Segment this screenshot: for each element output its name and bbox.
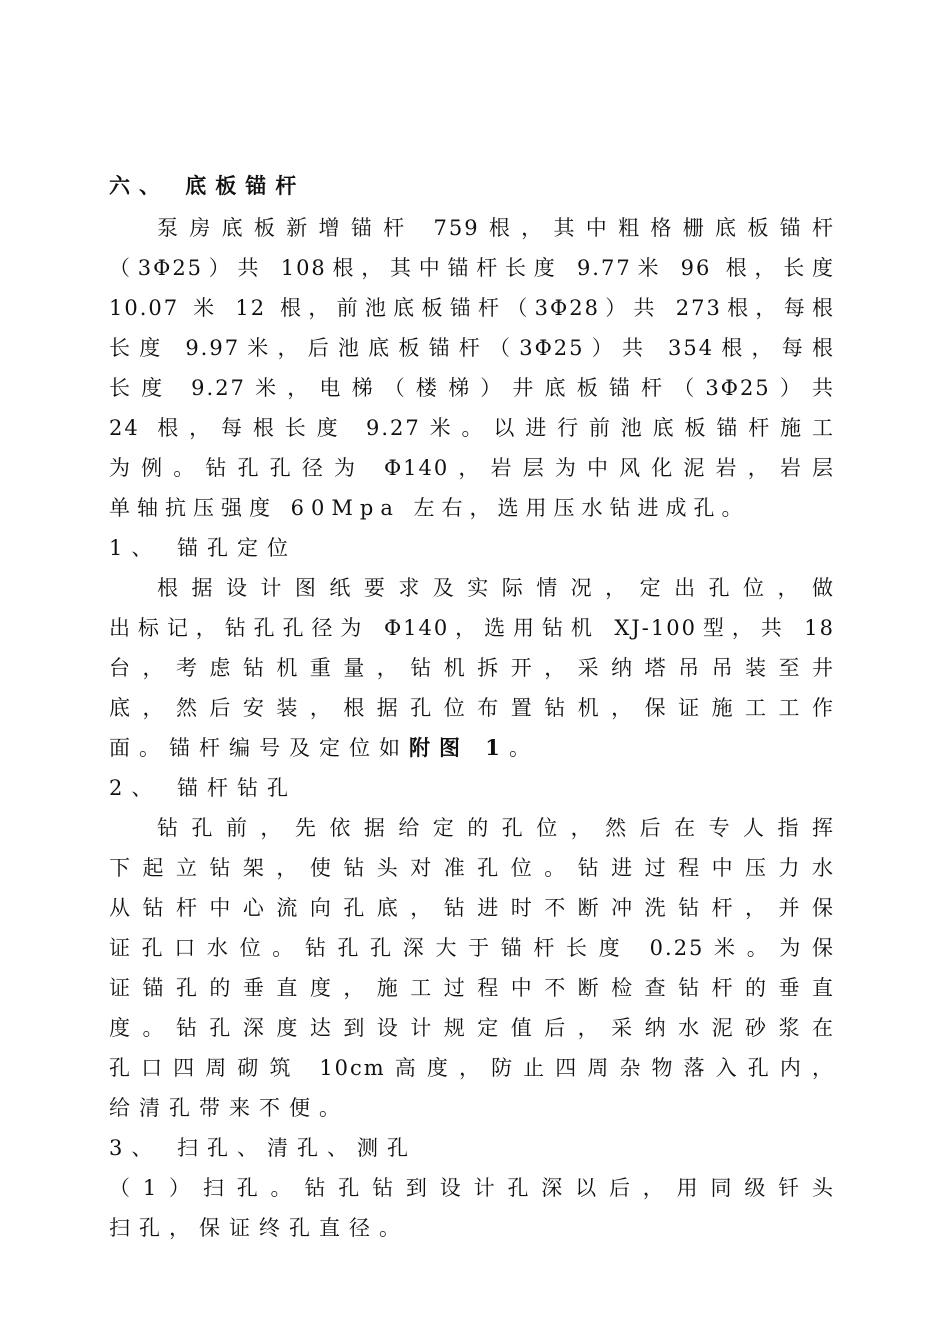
paragraph-line: 10.07 米 12 根，前池底板锚杆（3Φ28）共 273根，每根 — [109, 296, 835, 320]
paragraph-line: 度。钻孔深度达到设计规定值后，采纳水泥砂浆在 — [109, 1016, 835, 1040]
paragraph-line — [109, 728, 835, 768]
paragraph-line: 下起立钻架，使钻头对准孔位。钻进过程中压力水 — [109, 856, 835, 880]
paragraph-line: 钻孔前，先依据给定的孔位，然后在专人指挥 — [157, 816, 835, 840]
paragraph-line: 24 根，每根长度 9.27米。以进行前池底板锚杆施工 — [109, 416, 835, 440]
section-title: 六、 底板锚杆 — [109, 173, 306, 198]
figure-reference: 附图 1 — [409, 735, 509, 760]
text-span: 面。锚杆编号及定位如 — [109, 736, 409, 760]
paragraph-line: 根据设计图纸要求及实际情况，定出孔位，做 — [157, 576, 835, 600]
paragraph-line: 长度 9.27米，电梯（楼梯）井底板锚杆（3Φ25）共 — [109, 376, 835, 400]
paragraph-line: 扫孔，保证终孔直径。 — [109, 1216, 409, 1240]
paragraph-line: 孔口四周砌筑 10cm高度，防止四周杂物落入孔内， — [109, 1056, 835, 1080]
text-span: 。 — [508, 736, 539, 760]
subsection-heading: 1、 锚孔定位 — [109, 536, 298, 560]
paragraph-line: （3Φ25）共 108根，其中锚杆长度 9.77米 96 根，长度 — [109, 256, 835, 280]
paragraph-line: 出标记，钻孔孔径为 Φ140，选用钻机 XJ-100型，共 18 — [109, 616, 835, 640]
paragraph-line: 为例。钻孔孔径为 Φ140，岩层为中风化泥岩，岩层 — [109, 456, 835, 480]
document-page — [109, 163, 835, 1248]
paragraph-line: 单轴抗压强度 60Mpa 左右，选用压水钻进成孔。 — [109, 496, 750, 520]
paragraph-line: 长度 9.97米，后池底板锚杆（3Φ25）共 354根，每根 — [109, 336, 835, 360]
paragraph-line: 证孔口水位。钻孔孔深大于锚杆长度 0.25米。为保 — [109, 936, 835, 960]
subsection-heading: 2、 锚杆钻孔 — [109, 776, 298, 800]
paragraph-line: 底，然后安装，根据孔位布置钻机，保证施工工作 — [109, 696, 835, 720]
paragraph-line: 台，考虑钻机重量，钻机拆开，采纳塔吊吊装至井 — [109, 656, 835, 680]
paragraph-line: 证锚孔的垂直度，施工过程中不断检查钻杆的垂直 — [109, 976, 835, 1000]
paragraph-line: 泵房底板新增锚杆 759根，其中粗格栅底板锚杆 — [157, 216, 835, 240]
paragraph-line: （1）扫孔。钻孔钻到设计孔深以后，用同级钎头 — [109, 1176, 835, 1200]
paragraph-line: 给清孔带来不便。 — [109, 1096, 349, 1120]
paragraph-line: 从钻杆中心流向孔底，钻进时不断冲洗钻杆，并保 — [109, 896, 835, 920]
subsection-heading: 3、 扫孔、清孔、测孔 — [109, 1136, 418, 1160]
